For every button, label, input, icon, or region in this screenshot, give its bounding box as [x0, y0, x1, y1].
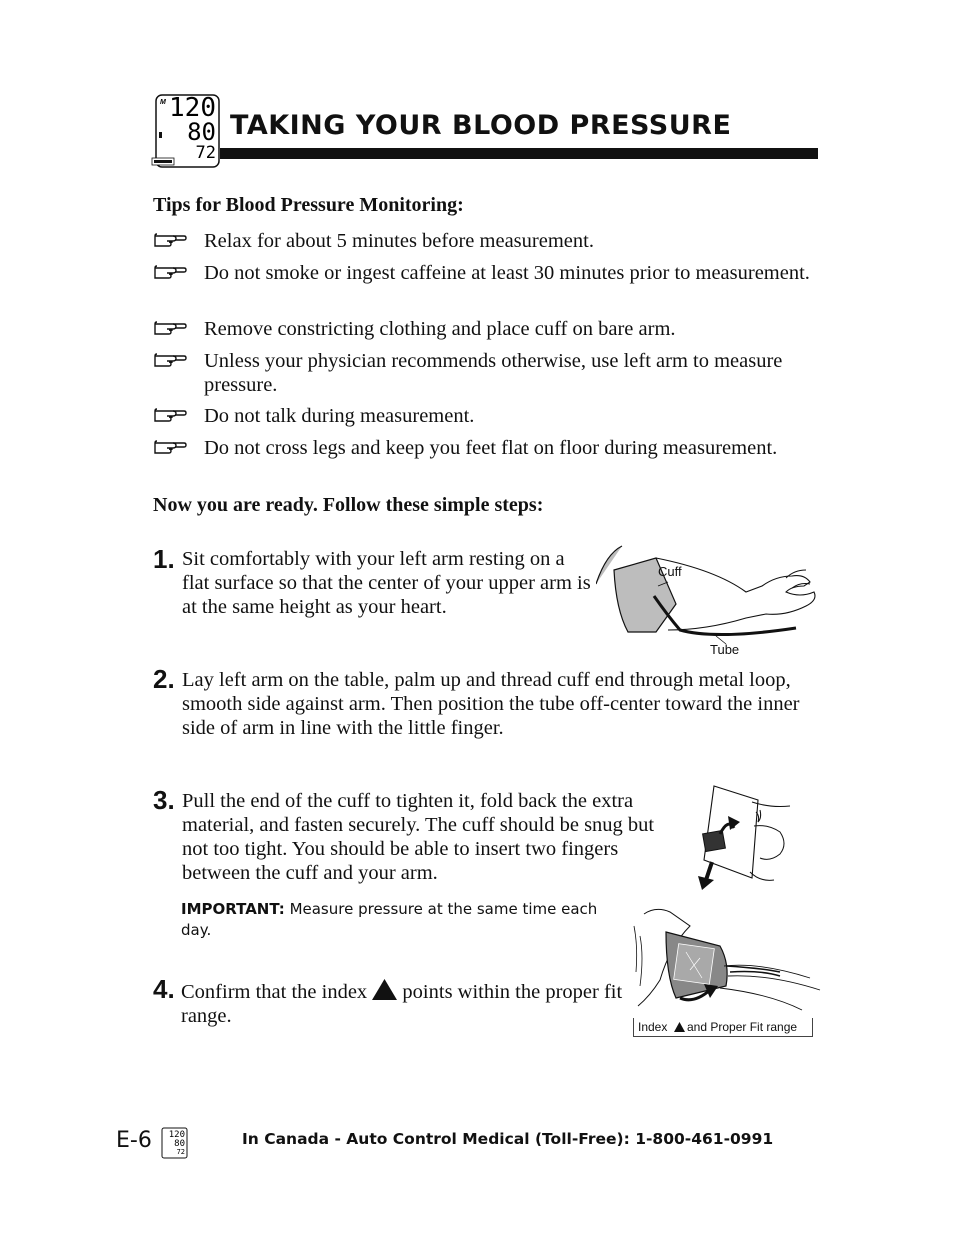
- steps-heading: Now you are ready. Follow these simple steps:: [153, 494, 544, 516]
- page-title: TAKING YOUR BLOOD PRESSURE: [230, 110, 732, 141]
- cuff-tightening-illustration: [690, 782, 796, 892]
- fit-label-index: Index: [638, 1020, 668, 1034]
- step-text: Confirm that the index points within the proper fit range.: [181, 981, 623, 1027]
- pointing-hand-icon: [153, 318, 187, 338]
- lcd-display-icon: [150, 92, 220, 170]
- svg-text:80: 80: [187, 118, 216, 146]
- fit-range-caption: [633, 1018, 813, 1037]
- tips-heading: Tips for Blood Pressure Monitoring:: [153, 194, 464, 216]
- fit-label-range: and Proper Fit range: [687, 1020, 798, 1034]
- svg-text:M: M: [160, 99, 166, 106]
- index-triangle-icon: [372, 979, 397, 1000]
- important-label: IMPORTANT:: [181, 900, 285, 918]
- title-rule: [220, 148, 818, 159]
- svg-text:80: 80: [174, 1139, 185, 1149]
- pointing-hand-icon: [153, 437, 187, 457]
- page-number: E-6: [116, 1128, 152, 1153]
- step-number: 1.: [153, 544, 175, 574]
- step-number: 4.: [153, 974, 175, 1004]
- step-text: Pull the end of the cuff to tighten it, fold back the extra material, and fasten securely. The cuff should be snug but not too tight. You should be able to insert two fingers between the cuff and your arm.: [182, 790, 655, 884]
- lcd-display-icon: [161, 1127, 188, 1159]
- arm-cuff-illustration: [596, 540, 821, 662]
- pointing-hand-icon: [153, 230, 187, 250]
- step-text: Lay left arm on the table, palm up and thread cuff end through metal loop, smooth side against arm. Then position the tube off-center toward the inner side of arm in line with the little finger.: [182, 669, 800, 739]
- important-text: Measure pressure at the same time each day.: [181, 900, 598, 939]
- pointing-hand-icon: [153, 350, 187, 370]
- important-note: [181, 899, 611, 941]
- step-text: Sit comfortably with your left arm resting on a flat surface so that the center of your upper arm is at the same height as your heart.: [182, 548, 591, 618]
- footer-contact: In Canada - Auto Control Medical (Toll-Free): 1-800-461-0991: [242, 1130, 774, 1148]
- index-triangle-icon: [674, 1022, 685, 1032]
- cuff-label: Cuff: [658, 564, 682, 579]
- svg-text:120: 120: [168, 1130, 185, 1140]
- svg-text:120: 120: [169, 93, 216, 123]
- step-number: 3.: [153, 785, 175, 815]
- pointing-hand-icon: [153, 262, 187, 282]
- pointing-hand-icon: [153, 405, 187, 425]
- fit-range-illustration: [630, 906, 826, 1018]
- tube-label: Tube: [710, 642, 740, 657]
- svg-text:72: 72: [176, 1148, 185, 1156]
- step-number: 2.: [153, 664, 175, 694]
- svg-text:72: 72: [195, 143, 216, 163]
